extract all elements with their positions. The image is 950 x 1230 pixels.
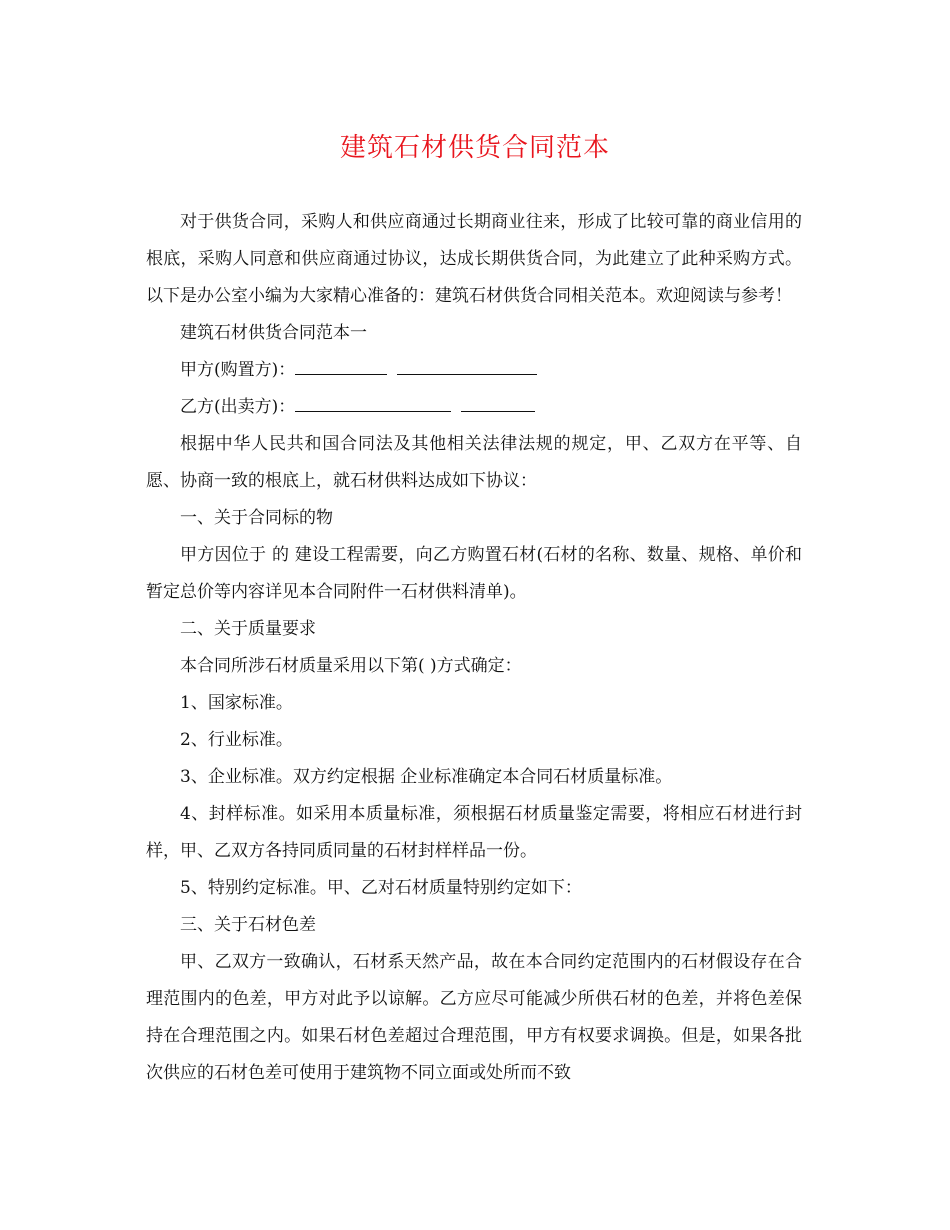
list-item-1: 1、国家标准。	[180, 693, 293, 713]
intro-paragraph: 对于供货合同，采购人和供应商通过长期商业往来，形成了比较可靠的商业信用的根底，采购人同意和供应商通过协议，达成长期供货合同，为此建立了此种采购方式。以下是办公室小编为大家精心准备的：建筑石材供货合同相关范本。欢迎阅读与参考！	[146, 212, 802, 306]
section3-paragraph: 甲、乙双方一致确认，石材系天然产品，故在本合同约定范围内的石材假设存在合理范围内的色差，甲方对此予以谅解。乙方应尽可能减少所供石材的色差，并将色差保持在合理范围之内。如果石材色差超过合理范围，甲方有权要求调换。但是，如果各批次供应的石材色差可使用于建筑物不同立面或处所而不致	[146, 952, 802, 1083]
party-b-line	[146, 389, 802, 426]
party-a-line	[146, 352, 802, 389]
party-b-blank-2	[461, 391, 535, 412]
party-a-label: 甲方(购置方)：	[180, 360, 296, 380]
document-body	[146, 204, 802, 1092]
section3-heading: 三、关于石材色差	[180, 915, 316, 935]
party-b-label: 乙方(出卖方)：	[180, 397, 296, 417]
party-b-blank-1	[295, 391, 451, 412]
party-a-blank-1	[295, 354, 387, 375]
section2-intro: 本合同所涉石材质量采用以下第( )方式确定：	[180, 656, 522, 676]
section2-heading: 二、关于质量要求	[180, 619, 316, 639]
party-a-blank-2	[397, 354, 537, 375]
list-item-2: 2、行业标准。	[180, 730, 293, 750]
list-item-5: 5、特别约定标准。甲、乙对石材质量特别约定如下：	[180, 878, 582, 898]
document-title: 建筑石材供货合同范本	[339, 133, 610, 163]
sample-heading: 建筑石材供货合同范本一	[180, 323, 367, 343]
list-item-4: 4、封样标准。如采用本质量标准，须根据石材质量鉴定需要，将相应石材进行封样，甲、乙双方各持同质同量的石材封样样品一份。	[146, 804, 802, 861]
list-item-3: 3、企业标准。双方约定根据 企业标准确定本合同石材质量标准。	[180, 767, 673, 787]
section1-paragraph: 甲方因位于 的 建设工程需要，向乙方购置石材(石材的名称、数量、规格、单价和暂定总价等内容详见本合同附件一石材供料清单)。	[146, 545, 802, 602]
preamble-paragraph: 根据中华人民共和国合同法及其他相关法律法规的规定，甲、乙双方在平等、自愿、协商一致的根底上，就石材供料达成如下协议：	[146, 434, 802, 491]
section1-heading: 一、关于合同标的物	[180, 508, 333, 528]
